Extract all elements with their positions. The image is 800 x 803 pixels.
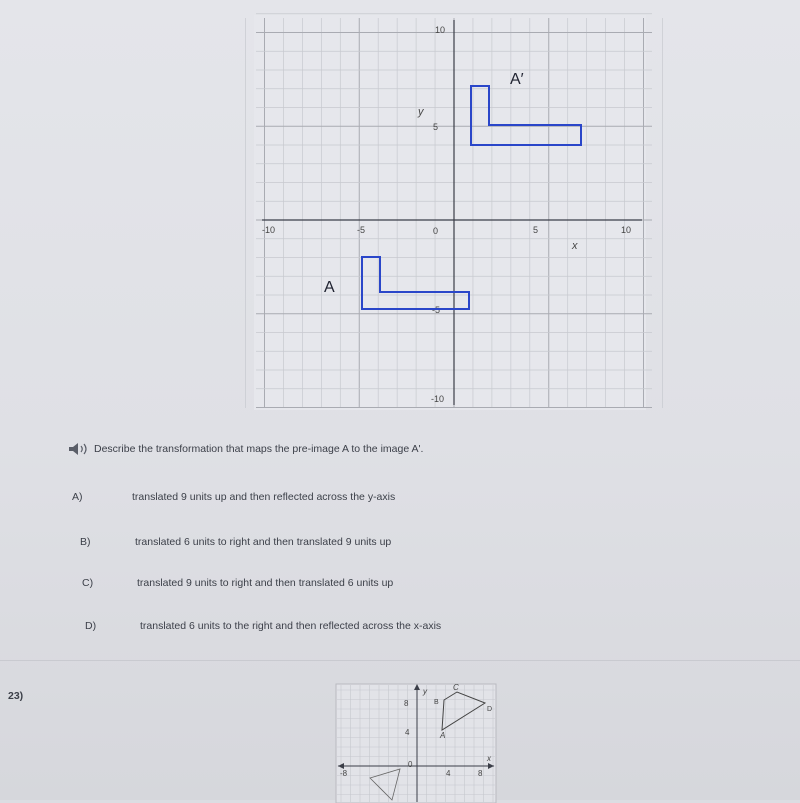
- point-label: C: [453, 683, 459, 692]
- choice-text: translated 6 units to the right and then reflected across the x-axis: [140, 620, 442, 632]
- y-axis-label: y: [423, 687, 427, 696]
- question-prompt: [68, 442, 423, 456]
- y-axis-label: y: [418, 106, 424, 118]
- prompt-text: Describe the transformation that maps the pre-image A to the image A'.: [94, 443, 424, 455]
- y-tick-label: -5: [432, 305, 441, 315]
- graph-paper: [254, 15, 646, 410]
- question-number: 23): [8, 690, 24, 702]
- choice-letter: D): [85, 620, 97, 632]
- y-tick-label: 8: [404, 699, 409, 708]
- image-label: A′: [510, 71, 524, 88]
- point-label: A: [440, 731, 446, 740]
- question-divider: [0, 660, 800, 661]
- x-tick-label: -8: [340, 769, 348, 778]
- point-label: B: [434, 699, 439, 706]
- choice-text: translated 9 units up and then reflected across the y-axis: [132, 491, 396, 503]
- x-tick-label: 5: [533, 225, 539, 235]
- x-tick-label: 10: [621, 225, 632, 235]
- answer-choice-d[interactable]: [85, 620, 545, 634]
- speaker-icon[interactable]: [68, 442, 90, 456]
- next-question-graph: [330, 678, 510, 803]
- point-label: D: [487, 706, 493, 713]
- answer-choice-b[interactable]: [80, 536, 540, 550]
- answer-choice-c[interactable]: [82, 577, 542, 591]
- answer-choice-a[interactable]: [72, 491, 532, 505]
- y-tick-label: 5: [433, 122, 439, 132]
- x-tick-label: -10: [262, 225, 276, 235]
- x-tick-label: 0: [408, 760, 413, 769]
- y-tick-label: -10: [431, 394, 445, 404]
- choice-text: translated 9 units to right and then translated 6 units up: [137, 577, 394, 589]
- x-tick-label: 4: [446, 769, 451, 778]
- x-tick-label: 8: [478, 769, 483, 778]
- y-tick-label: 10: [435, 25, 446, 35]
- choice-letter: C): [82, 577, 94, 589]
- y-tick-label: 4: [405, 728, 410, 737]
- preimage-label: A: [324, 279, 335, 296]
- x-tick-label: -5: [357, 225, 366, 235]
- x-axis-label: x: [487, 754, 491, 763]
- x-tick-label: 0: [433, 226, 439, 236]
- choice-letter: A): [72, 491, 83, 503]
- choice-letter: B): [80, 536, 91, 548]
- x-axis-label: x: [572, 240, 578, 252]
- choice-text: translated 6 units to right and then translated 9 units up: [135, 536, 392, 548]
